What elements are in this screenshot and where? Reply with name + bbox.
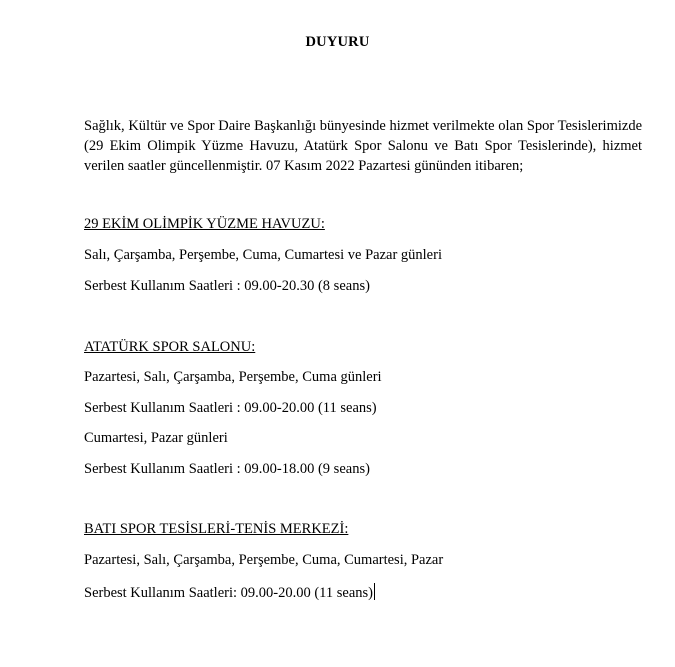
- section-line: Salı, Çarşamba, Perşembe, Cuma, Cumartesi ve Pazar günleri: [84, 247, 442, 263]
- section-line: Cumartesi, Pazar günleri: [84, 430, 228, 446]
- section-line: Serbest Kullanım Saatleri : 09.00-20.30 (8 seans): [84, 278, 370, 294]
- intro-text: Sağlık, Kültür ve Spor Daire Başkanlığı bünyesinde hizmet verilmekte olan Spor Tesislerimizde (29 Ekim Olimpik Yüzme Havuzu, Atatürk Spor Salonu ve Batı Spor Tesislerinde), hizmet verilen saatler güncellenmiştir. 07 Kasım 2022 Pazartesi gününden itibaren;: [84, 118, 642, 174]
- section-heading-salon: ATATÜRK SPOR SALONU:: [84, 339, 256, 355]
- section-line: Serbest Kullanım Saatleri : 09.00-20.00 (11 seans): [84, 400, 377, 416]
- document-title: DUYURU: [305, 34, 370, 50]
- section-heading-havuz: 29 EKİM OLİMPİK YÜZME HAVUZU:: [84, 216, 325, 232]
- section-line-text: Serbest Kullanım Saatleri: 09.00-20.00 (11 seans): [84, 585, 374, 601]
- section-line: Serbest Kullanım Saatleri : 09.00-18.00 (9 seans): [84, 461, 370, 477]
- section-line-last[interactable]: [84, 583, 375, 602]
- section-heading-tenis: BATI SPOR TESİSLERİ-TENİS MERKEZİ:: [84, 521, 349, 537]
- text-cursor: [374, 583, 375, 600]
- intro-paragraph: [84, 96, 642, 176]
- section-line: Pazartesi, Salı, Çarşamba, Perşembe, Cuma günleri: [84, 369, 382, 385]
- section-line: Pazartesi, Salı, Çarşamba, Perşembe, Cuma, Cumartesi, Pazar: [84, 552, 444, 568]
